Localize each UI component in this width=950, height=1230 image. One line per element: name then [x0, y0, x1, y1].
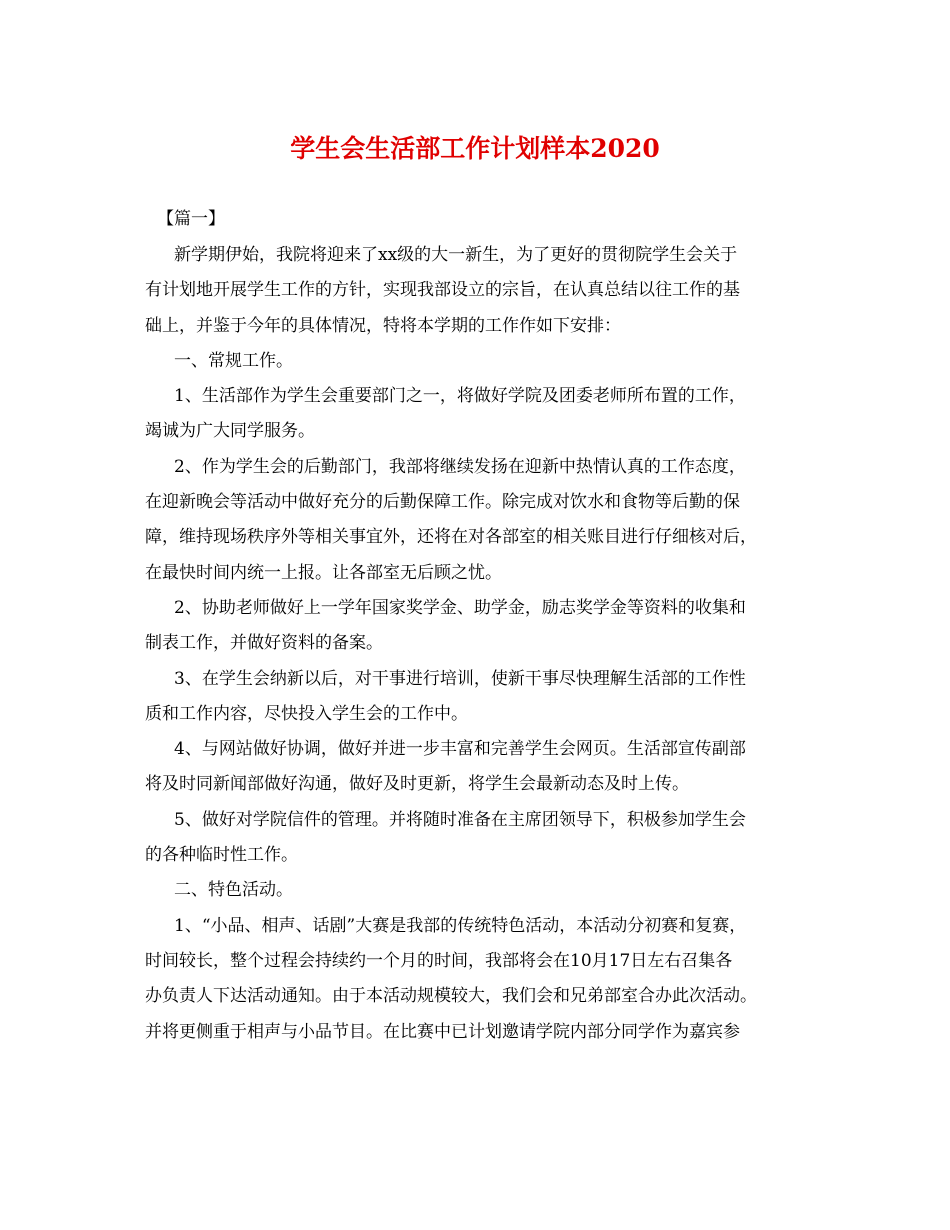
- text-line: 竭诚为广大同学服务。: [145, 421, 315, 442]
- text-line: 办负责人下达活动通知。由于本活动规模较大，我们会和兄弟部室合办此次活动。: [145, 986, 757, 1007]
- text-line: 制表工作，并做好资料的备案。: [145, 633, 383, 654]
- text-line: 有计划地开展学生工作的方针，实现我部设立的宗旨，在认真总结以往工作的基: [145, 280, 740, 301]
- text-line: 新学期伊始，我院将迎来了xx级的大一新生，为了更好的贯彻院学生会关于: [174, 245, 738, 265]
- section-label: 【篇一】: [157, 209, 225, 229]
- text-line: 质和工作内容，尽快投入学生会的工作中。: [145, 703, 468, 724]
- text-line: 将及时同新闻部做好沟通，做好及时更新，将学生会最新动态及时上传。: [145, 774, 689, 795]
- text-line: 4、与网站做好协调，做好并进一步丰富和完善学生会网页。生活部宣传副部: [174, 739, 746, 760]
- document-body: [145, 238, 810, 1050]
- document-title: 学生会生活部工作计划样本2020: [290, 134, 660, 163]
- text-line: 时间较长，整个过程会持续约一个月的时间，我部将会在10月17日左右召集各: [145, 950, 733, 971]
- text-line: 并将更侧重于相声与小品节目。在比赛中已计划邀请学院内部分同学作为嘉宾参: [145, 1021, 740, 1042]
- text-line: 障，维持现场秩序外等相关事宜外，还将在对各部室的相关账目进行仔细核对后，: [145, 527, 757, 548]
- text-line: 3、在学生会纳新以后，对干事进行培训，使新干事尽快理解生活部的工作性: [174, 668, 746, 689]
- text-line: 础上，并鉴于今年的具体情况，特将本学期的工作作如下安排：: [145, 315, 621, 336]
- text-line: 1、生活部作为学生会重要部门之一，将做好学院及团委老师所布置的工作，: [174, 386, 746, 407]
- text-line: 在最快时间内统一上报。让各部室无后顾之忧。: [145, 562, 502, 583]
- text-line: 的各种临时性工作。: [145, 845, 298, 866]
- text-line: 二、特色活动。: [174, 880, 293, 901]
- text-line: 2、作为学生会的后勤部门，我部将继续发扬在迎新中热情认真的工作态度，: [174, 456, 746, 477]
- text-line: 在迎新晚会等活动中做好充分的后勤保障工作。除完成对饮水和食物等后勤的保: [145, 492, 740, 513]
- text-line: 一、常规工作。: [174, 350, 293, 371]
- text-line: 2、协助老师做好上一学年国家奖学金、助学金，励志奖学金等资料的收集和: [174, 597, 746, 618]
- text-line: 1、“小品、相声、话剧”大赛是我部的传统特色活动，本活动分初赛和复赛，: [174, 915, 747, 936]
- text-line: 5、做好对学院信件的管理。并将随时准备在主席团领导下，积极参加学生会: [174, 809, 746, 830]
